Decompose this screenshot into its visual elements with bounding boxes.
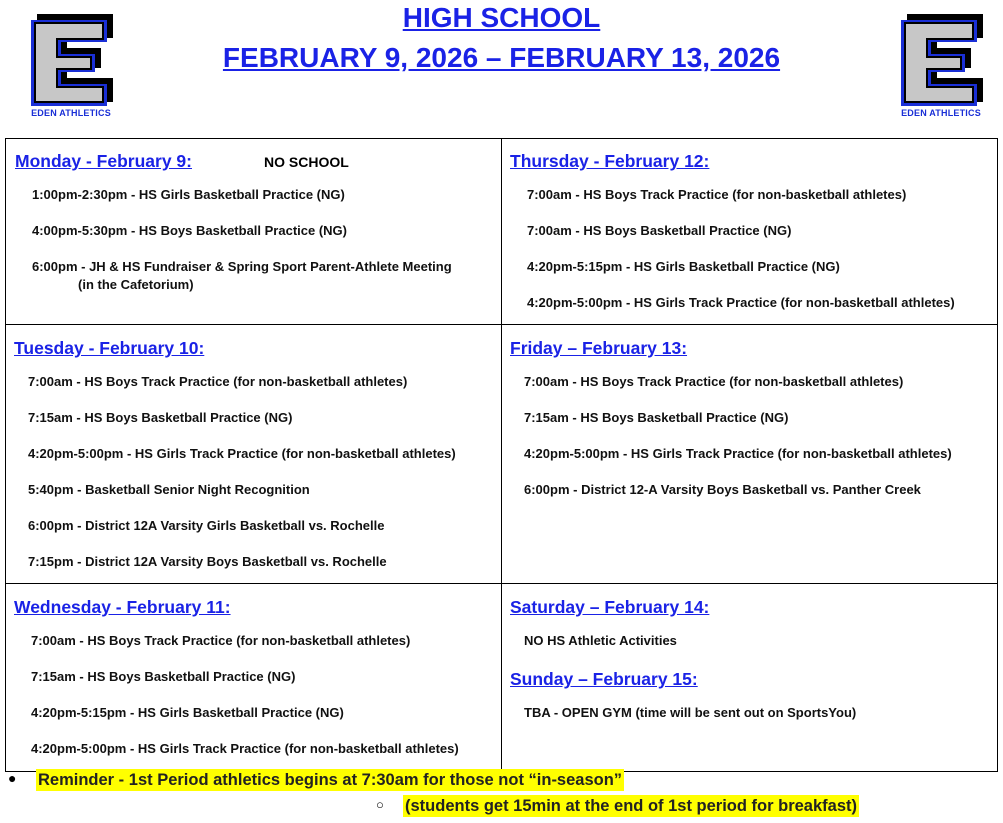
day-heading-thursday: Thursday - February 12: — [510, 151, 710, 171]
wednesday-cell — [6, 584, 502, 772]
friday-cell — [502, 325, 998, 584]
day-heading-tuesday: Tuesday - February 10: — [14, 338, 205, 358]
event-item: 4:00pm-5:30pm - HS Boys Basketball Practice (NG) — [32, 223, 347, 238]
thursday-cell — [502, 139, 998, 325]
event-item: 4:20pm-5:15pm - HS Girls Basketball Practice (NG) — [31, 705, 344, 720]
event-item: 7:00am - HS Boys Track Practice (for non-basketball athletes) — [31, 633, 411, 648]
event-item: 6:00pm - District 12-A Varsity Boys Basketball vs. Panther Creek — [524, 482, 921, 497]
breakfast-note: (students get 15min at the end of 1st period for breakfast) — [405, 797, 857, 815]
day-heading-wednesday: Wednesday - February 11: — [14, 597, 231, 617]
event-item: 7:00am - HS Boys Track Practice (for non-basketball athletes) — [527, 187, 907, 202]
no-school-note: NO SCHOOL — [264, 154, 349, 170]
event-item: 7:15am - HS Boys Basketball Practice (NG) — [524, 410, 789, 425]
monday-cell — [6, 139, 502, 325]
event-item: 4:20pm-5:00pm - HS Girls Track Practice (for non-basketball athletes) — [524, 446, 952, 461]
event-item: NO HS Athletic Activities — [524, 633, 677, 648]
event-item: 7:15am - HS Boys Basketball Practice (NG) — [31, 669, 296, 684]
weekend-cell — [502, 584, 998, 772]
event-item: TBA - OPEN GYM (time will be sent out on SportsYou) — [524, 705, 857, 720]
event-item: 4:20pm-5:00pm - HS Girls Track Practice (for non-basketball athletes) — [527, 295, 955, 310]
event-item: 1:00pm-2:30pm - HS Girls Basketball Practice (NG) — [32, 187, 345, 202]
day-heading-sunday: Sunday – February 15: — [510, 669, 698, 689]
event-item: 4:20pm-5:15pm - HS Girls Basketball Practice (NG) — [527, 259, 840, 274]
event-item: 7:00am - HS Boys Basketball Practice (NG) — [527, 223, 792, 238]
day-heading-friday: Friday – February 13: — [510, 338, 688, 358]
circle-bullet-icon: ○ — [376, 797, 384, 812]
day-heading-saturday: Saturday – February 14: — [510, 597, 710, 617]
weekly-schedule-table — [5, 138, 998, 772]
bullet-icon: ● — [8, 770, 17, 786]
date-range-title: FEBRUARY 9, 2026 – FEBRUARY 13, 2026 — [222, 42, 781, 73]
page-title: HIGH SCHOOL — [402, 2, 601, 33]
reminder-note: Reminder - 1st Period athletics begins at 7:30am for those not “in-season” — [38, 771, 623, 789]
event-item: 7:00am - HS Boys Track Practice (for non-basketball athletes) — [28, 374, 408, 389]
logo-caption: EDEN ATHLETICS — [901, 108, 981, 118]
event-item: 4:20pm-5:00pm - HS Girls Track Practice (for non-basketball athletes) — [31, 741, 459, 756]
event-item: 5:40pm - Basketball Senior Night Recognition — [28, 482, 310, 497]
event-item: 7:15pm - District 12A Varsity Boys Basketball vs. Rochelle — [28, 554, 387, 569]
event-item: 6:00pm - District 12A Varsity Girls Basketball vs. Rochelle — [28, 518, 385, 533]
event-item: 7:00am - HS Boys Track Practice (for non-basketball athletes) — [524, 374, 904, 389]
event-item — [32, 258, 501, 294]
event-item: 7:15am - HS Boys Basketball Practice (NG) — [28, 410, 293, 425]
event-item: 4:20pm-5:00pm - HS Girls Track Practice (for non-basketball athletes) — [28, 446, 456, 461]
event-text: 6:00pm - JH & HS Fundraiser & Spring Sport Parent-Athlete Meeting — [32, 259, 452, 274]
event-location: (in the Cafetorium) — [78, 277, 194, 292]
logo-caption: EDEN ATHLETICS — [31, 108, 111, 118]
day-heading-monday: Monday - February 9: — [15, 151, 192, 171]
tuesday-cell — [6, 325, 502, 584]
